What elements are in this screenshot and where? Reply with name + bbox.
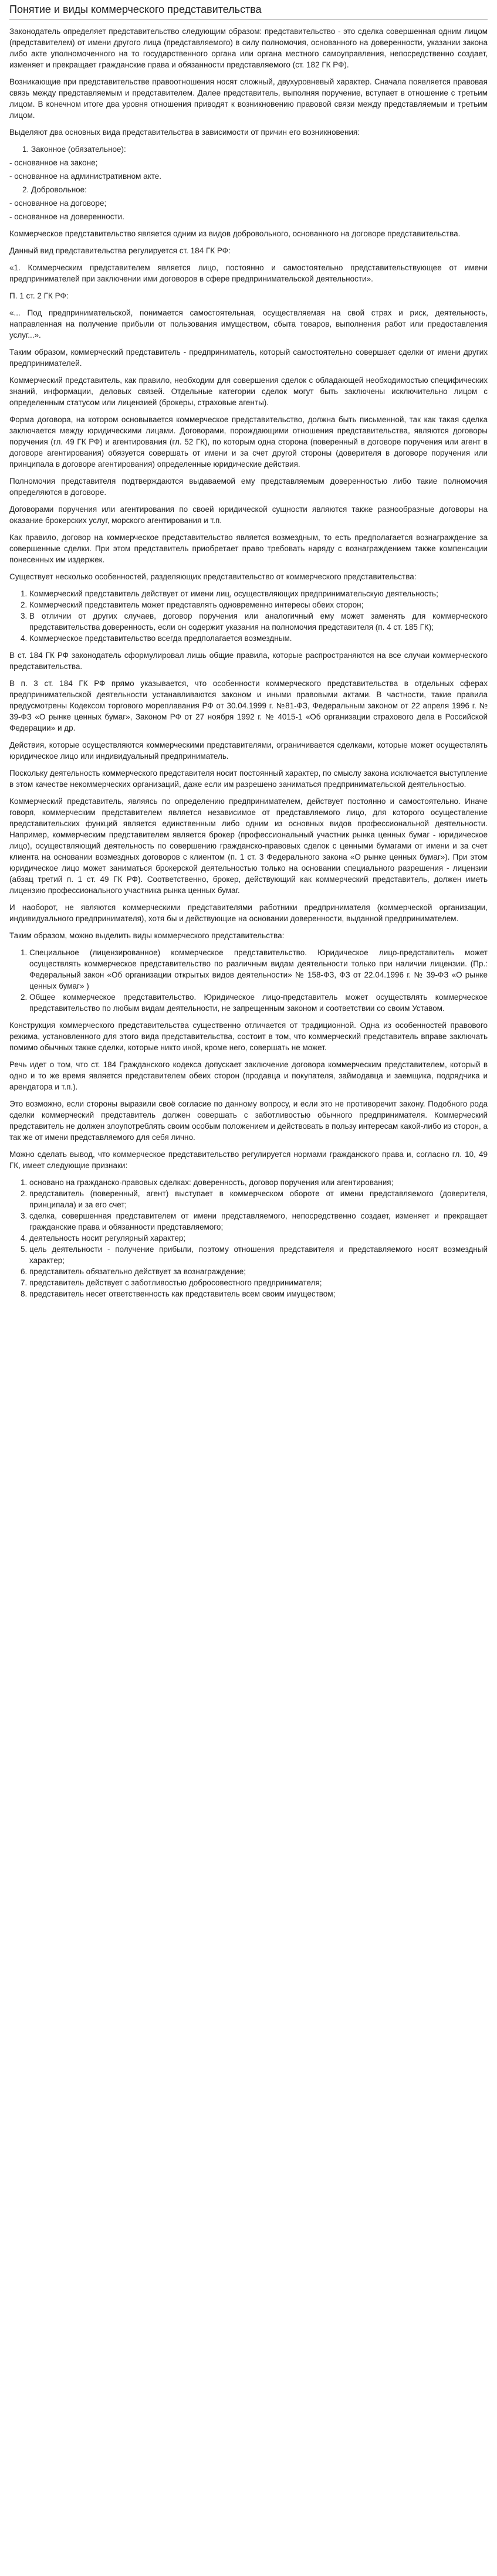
paragraph: Существует несколько особенностей, разделяющих представительство от коммерческого представительства: bbox=[9, 572, 417, 581]
list-item: 3. В отличии от других случаев, договор поручения или аналогичный ему может заменять для коммерческого представительства доверенность, если он содержит указания на полномочия представителя (п. 4 ст. 185 ГК); bbox=[29, 610, 488, 633]
list-item: 4. деятельность носит регулярный характер; bbox=[29, 1233, 488, 1244]
paragraph: «1. Коммерческим представителем является лицо, постоянно и самостоятельно представительствующее от имени предпринимателей при заключении ими договоров в сфере предпринимательской деятельности». bbox=[9, 263, 488, 283]
paragraph: Коммерческое представительство является одним из видов добровольного, основанного на договоре представительства. bbox=[9, 229, 461, 238]
list-item: 2. Общее коммерческое представительство. Юридическое лицо-представитель может осуществлять коммерческое представительство по любым видам деятельности, не запрещенным законом и соответствии со своим Уставом. bbox=[29, 992, 488, 1014]
paragraph: Возникающие при представительстве правоотношения носят сложный, двухуровневый характер. Сначала появляется правовая связь между представляемым и представителем. Далее представитель, выполняя поручение, вступает в отношение с третьим лицом. В конечном итоге два уровня отношения приводят к возникновению правовой связи между представляемым и третьим лицом. bbox=[9, 77, 488, 120]
paragraph: Законодатель определяет представительство следующим образом: представительство - это сделка совершенная одним лицом (представителем) от имени другого лица (представляемого) в силу полномочия, основанного на доверенности, указании закона либо акте уполномоченного на то государственного органа или органа местного самоуправления, непосредственно создает, изменяет и прекращает гражданские права и обязанности представляемого (ст. 182 ГК РФ). bbox=[9, 27, 488, 69]
paragraph: Это возможно, если стороны выразили своё согласие по данному вопросу, и если это не противоречит закону. Подобного рода сделки коммерческий представитель должен совершать с заботливостью обычного предпринимателя. Коммерческий представитель не должен злоупотреблять своим особым положением и действовать в пользу интересам какой-либо из сторон, а так же от имени представляемого для себя лично. bbox=[9, 1099, 488, 1142]
page-title: Понятие и виды коммерческого представительства bbox=[9, 4, 488, 20]
paragraph: 2. Добровольное: bbox=[22, 185, 87, 194]
list-item: 7. представитель действует с заботливостью добросовестного предпринимателя; bbox=[29, 1277, 488, 1288]
paragraph: Полномочия представителя подтверждаются выдаваемой ему представляемым доверенностью либо такие полномочия определяются в договоре. bbox=[9, 477, 488, 497]
article-body bbox=[9, 26, 488, 1299]
list-item: 1. Специальное (лицензированное) коммерческое представительство. Юридическое лицо-представитель может осуществлять коммерческое представительство по различным видам деятельности только при наличии лицензии. (Пр.: Федеральный закон «Об организации открытых видов деятельности» № 158-ФЗ, ФЗ от 22.04.1996 г. № 39-ФЗ «О рынке ценных бумаг» ) bbox=[29, 947, 488, 992]
list-item: 1. Коммерческий представитель действует от имени лиц, осуществляющих предпринимательскую деятельность; bbox=[29, 588, 488, 599]
numbered-list bbox=[9, 588, 488, 644]
numbered-list bbox=[9, 947, 488, 1014]
numbered-list bbox=[9, 1177, 488, 1299]
paragraph: Форма договора, на котором основывается коммерческое представительство, должна быть письменной, так как такая сделка заключается между юридическими лицами. Договорами, порождающими отношения представительства, являются договоры поручения (гл. 49 ГК РФ) и агентирования (гл. 52 ГК), по которым одна сторона (поверенный в договоре поручения или агент в договоре агентирования) обязуется совершать от имени и за счет другой стороны (доверителя в договоре поручения или принципала в договоре агентирования) определенные юридические действия. bbox=[9, 415, 488, 469]
paragraph: Коммерческий представитель, являясь по определению предпринимателем, действует постоянно и самостоятельно. Иначе говоря, коммерческим представителем является независимое от представляемого лицо, для которого осуществление представительских функций является единственным либо одним из основных видов профессиональной деятельности. Например, коммерческим представителем является брокер (профессиональный участник рынка ценных бумаг - юридическое лицо), осуществляющий деятельность по совершению гражданско-правовых сделок с ценными бумагами от имени и за счет клиента на основании возмездных договоров с клиентом (п. 1 ст. 3 Федерального закона «О рынке ценных бумаг»). При этом юридическое лицо может заниматься брокерской деятельностью только на основании специального разрешения - лицензии (абзац третий п. 1 ст. 49 ГК РФ). Соответственно, брокер, действующий как коммерческий представитель, должен иметь лицензию профессионального участника рынка ценных бумаг. bbox=[9, 797, 488, 895]
list-item: 2. Коммерческий представитель может представлять одновременно интересы обеих сторон; bbox=[29, 599, 488, 610]
paragraph: Таким образом, можно выделить виды коммерческого представительства: bbox=[9, 931, 285, 940]
paragraph: Как правило, договор на коммерческое представительство является возмездным, то есть предполагается вознаграждение за совершенные сделки. При этом представитель приобретает право требовать наряду с вознаграждением также компенсации понесенных им издержек. bbox=[9, 533, 488, 564]
paragraph: И наоборот, не являются коммерческими представителями работники предпринимателя (коммерческой организации, индивидуального предпринимателя), хотя бы и действующие на основании доверенности, выданной предпринимателем. bbox=[9, 903, 488, 923]
list-item: 5. цель деятельности - получение прибыли, поэтому отношения представителя и представляемого носят возмездный характер; bbox=[29, 1244, 488, 1266]
paragraph: В п. 3 ст. 184 ГК РФ прямо указывается, что особенности коммерческого представительства в отдельных сферах предпринимательской деятельности устанавливаются законом и иными правовыми актами. В частности, такие правила предусмотрены Кодексом торгового мореплавания РФ от 30.04.1999 г. №81-ФЗ, Федеральным законом от 22 апреля 1996 г. № 39-ФЗ «О рынке ценных бумаг», Законом РФ от 27 ноября 1992 г. № 4015-1 «Об организации страхового дела в Российской Федерации» и др. bbox=[9, 679, 488, 732]
list-item: 4. Коммерческое представительство всегда предполагается возмездным. bbox=[29, 633, 488, 644]
paragraph: Договорами поручения или агентирования по своей юридической сущности являются также разнообразные договоры на оказание брокерских услуг, морского агентирования и т.п. bbox=[9, 505, 488, 525]
paragraph: Выделяют два основных вида представительства в зависимости от причин его возникновения: bbox=[9, 128, 360, 137]
list-item: 6. представитель обязательно действует за вознаграждение; bbox=[29, 1266, 488, 1277]
list-item: 3. сделка, совершенная представителем от имени представляемого, непосредственно создает, изменяет и прекращает гражданские права и обязанности представляемого; bbox=[29, 1210, 488, 1233]
list-item: 8. представитель несет ответственность как представитель всем своим имуществом; bbox=[29, 1288, 488, 1299]
paragraph: Данный вид представительства регулируется ст. 184 ГК РФ: bbox=[9, 246, 231, 255]
paragraph: - основанное на доверенности. bbox=[9, 212, 124, 221]
paragraph: - основанное на договоре; bbox=[9, 199, 107, 208]
paragraph: Можно сделать вывод, что коммерческое представительство регулируется нормами гражданского права и, согласно гл. 10, 49 ГК, имеет следующие признаки: bbox=[9, 1150, 488, 1170]
paragraph: - основанное на административном акте. bbox=[9, 172, 161, 181]
list-item: 2. представитель (поверенный, агент) выступает в коммерческом обороте от имени представляемого (доверителя, принципала) и за его счет; bbox=[29, 1188, 488, 1210]
paragraph: В ст. 184 ГК РФ законодатель сформулировал лишь общие правила, которые распространяются на все случаи коммерческого представительства. bbox=[9, 651, 488, 671]
paragraph: Коммерческий представитель, как правило, необходим для совершения сделок с обладающей необходимостью специфических знаний, информации, деловых связей. Отдельные категории сделок могут быть заключены исключительно лицом с определенным статусом или лицензией (брокеры, страховые агенты). bbox=[9, 376, 488, 407]
list-item: 1. основано на гражданско-правовых сделках: доверенность, договор поручения или агентирования; bbox=[29, 1177, 488, 1188]
paragraph: 1. Законное (обязательное): bbox=[22, 145, 126, 154]
paragraph: П. 1 ст. 2 ГК РФ: bbox=[9, 291, 69, 300]
paragraph: Конструкция коммерческого представительства существенно отличается от традиционной. Одна из особенностей правового режима, установленного для этого вида представительства, состоит в том, что коммерческий представитель вправе заключать помимо обычных также сделки, которые никто иной, кроме него, совершать не может. bbox=[9, 1021, 488, 1052]
paragraph: Действия, которые осуществляются коммерческими представителями, ограничивается сделками, которые может осуществлять юридическое лицо или индивидуальный предприниматель. bbox=[9, 741, 488, 761]
paragraph: Таким образом, коммерческий представитель - предприниматель, который самостоятельно совершает сделки от имени других предпринимателей. bbox=[9, 348, 488, 368]
paragraph: Поскольку деятельность коммерческого представителя носит постоянный характер, по смыслу закона исключается выступление в этом качестве некоммерческих организаций, даже если им разрешено заниматься предпринимательской деятельностью. bbox=[9, 769, 488, 789]
paragraph: «... Под предпринимательской, понимается самостоятельная, осуществляемая на свой страх и риск, деятельность, направленная на получение прибыли от пользования имуществом, сбыта товаров, выполнения работ или предоставления услуг...». bbox=[9, 308, 488, 340]
paragraph: Речь идет о том, что ст. 184 Гражданского кодекса допускает заключение договора коммерческим представителем, который в одно и то же время является представителем обеих сторон (продавца и покупателя, займодавца и заемщика, подрядчика и арендатора и т.п.). bbox=[9, 1060, 488, 1091]
paragraph: - основанное на законе; bbox=[9, 158, 98, 167]
